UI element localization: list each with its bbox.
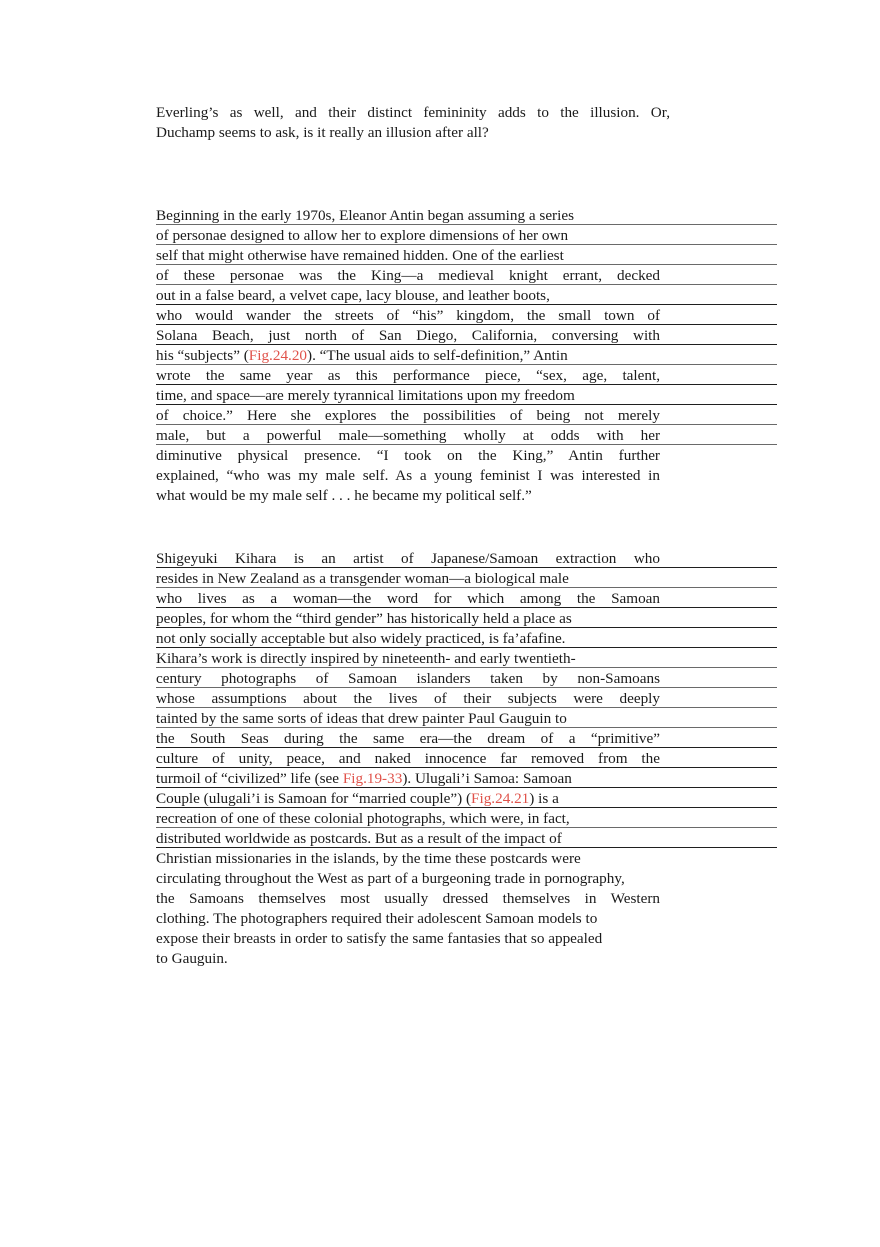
text-line: peoples, for whom the “third gender” has historically held a place as — [156, 609, 660, 629]
text-line: tainted by the same sorts of ideas that drew painter Paul Gauguin to — [156, 709, 660, 729]
text-line: Solana Beach, just north of San Diego, California, conversing with — [156, 327, 660, 344]
text-line: what would be my male self . . . he became my political self.” — [156, 487, 532, 504]
text-line: the Samoans themselves most usually dressed themselves in Western — [156, 890, 660, 907]
text-line: explained, “who was my male self. As a young feminist I was interested in — [156, 467, 660, 484]
text-line: resides in New Zealand as a transgender woman—a biological male — [156, 569, 660, 589]
text-line: time, and space—are merely tyrannical limitations upon my freedom — [156, 386, 660, 406]
text-line: Kihara’s work is directly inspired by nineteenth- and early twentieth- — [156, 649, 660, 669]
text-line: whose assumptions about the lives of their subjects were deeply — [156, 690, 660, 707]
text-line: out in a false beard, a velvet cape, lacy blouse, and leather boots, — [156, 286, 660, 306]
figure-link[interactable]: Fig.19-33 — [342, 770, 403, 787]
text-line: of choice.” Here she explores the possibilities of being not merely — [156, 407, 660, 424]
text-line: distributed worldwide as postcards. But as a result of the impact of — [156, 829, 660, 849]
text-line: wrote the same year as this performance piece, “sex, age, talent, — [156, 367, 660, 384]
text-line: clothing. The photographers required their adolescent Samoan models to — [156, 910, 598, 927]
antin-paragraph — [156, 206, 660, 506]
text-line: Beginning in the early 1970s, Eleanor Antin began assuming a series — [156, 206, 660, 226]
text-line: the South Seas during the same era—the dream of a “primitive” — [156, 730, 660, 747]
text-line: not only socially acceptable but also widely practiced, is fa’afafine. — [156, 629, 660, 649]
kihara-paragraph — [156, 549, 660, 969]
figure-link[interactable]: Fig.24.21 — [471, 790, 530, 807]
text-line: culture of unity, peace, and naked innocence far removed from the — [156, 750, 660, 767]
bullet-marker — [130, 208, 144, 222]
text-line: diminutive physical presence. “I took on the King,” Antin further — [156, 447, 660, 464]
text-line: Couple (ulugali’i is Samoan for “married couple”) (Fig.24.21) is a — [156, 789, 660, 809]
text-line: who would wander the streets of “his” kingdom, the small town of — [156, 307, 660, 324]
figure-link[interactable]: Fig.24.20 — [248, 347, 308, 364]
intro-paragraph — [156, 103, 670, 143]
text-line: Everling’s as well, and their distinct femininity adds to the illusion. Or, — [156, 104, 670, 121]
text-line: male, but a powerful male—something wholly at odds with her — [156, 427, 660, 444]
text-line: of personae designed to allow her to explore dimensions of her own — [156, 226, 660, 246]
text-line: Shigeyuki Kihara is an artist of Japanese/Samoan extraction who — [156, 550, 660, 567]
text-line: who lives as a woman—the word for which among the Samoan — [156, 590, 660, 607]
text-line: turmoil of “civilized” life (see Fig.19-33). Ulugali’i Samoa: Samoan — [156, 769, 660, 789]
text-line: to Gauguin. — [156, 950, 228, 967]
text-line: expose their breasts in order to satisfy the same fantasies that so appealed — [156, 930, 603, 947]
text-line: his “subjects” (Fig.24.20). “The usual aids to self-definition,” Antin — [156, 346, 660, 366]
text-line: Christian missionaries in the islands, by the time these postcards were — [156, 850, 581, 867]
text-line: recreation of one of these colonial photographs, which were, in fact, — [156, 809, 660, 829]
text-line: of these personae was the King—a medieval knight errant, decked — [156, 267, 660, 284]
bullet-marker — [130, 551, 144, 565]
text-line: self that might otherwise have remained hidden. One of the earliest — [156, 246, 660, 266]
text-line: Duchamp seems to ask, is it really an illusion after all? — [156, 124, 489, 141]
text-line: century photographs of Samoan islanders taken by non-Samoans — [156, 670, 660, 687]
text-line: circulating throughout the West as part of a burgeoning trade in pornography, — [156, 870, 625, 887]
